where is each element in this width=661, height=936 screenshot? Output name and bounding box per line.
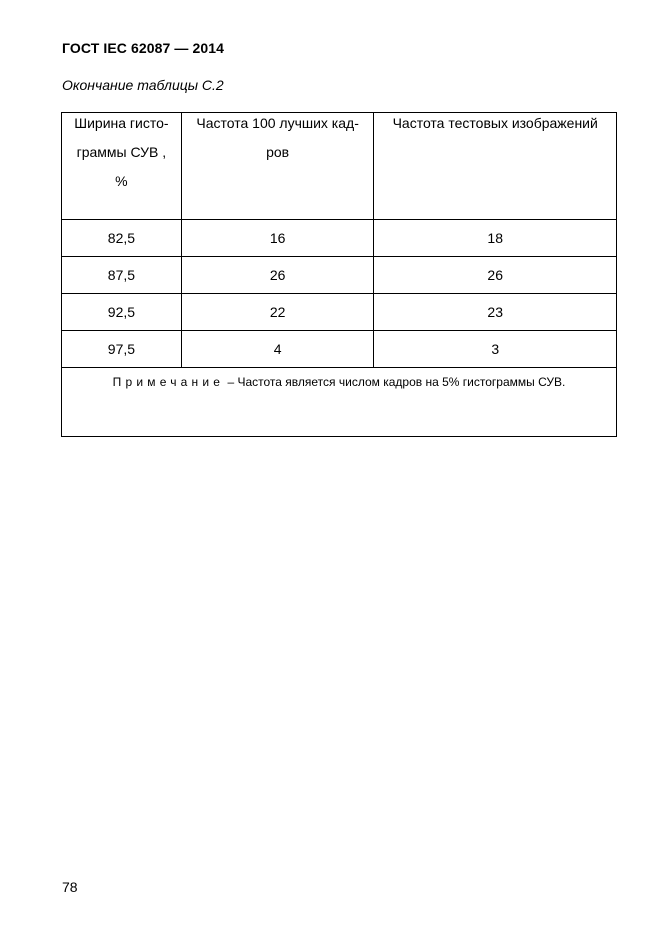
table-row [62,294,617,331]
header-line: % [115,173,128,189]
page-number: 78 [62,879,78,895]
cell-histogram-width: 97,5 [62,331,182,368]
table-note-row [62,368,617,437]
document-header: ГОСТ IEC 62087 — 2014 [62,40,225,56]
header-line: Частота тестовых изображений [392,115,598,131]
table-caption: Окончание таблицы С.2 [62,77,224,93]
cell-test-frequency: 3 [374,331,617,368]
cell-histogram-width: 82,5 [62,220,182,257]
header-line: Частота 100 лучших кад- [196,115,359,131]
table-row [62,220,617,257]
table-row [62,331,617,368]
header-line: граммы СУВ , [76,144,167,160]
table-note [62,368,617,437]
cell-test-frequency: 18 [374,220,617,257]
cell-histogram-width: 92,5 [62,294,182,331]
column-header-top100-frequency [181,113,374,220]
table-header-row [62,113,617,220]
column-header-test-frequency [374,113,617,220]
table-row [62,257,617,294]
data-table [61,112,617,437]
column-header-histogram-width [62,113,182,220]
cell-top100-frequency: 22 [181,294,374,331]
cell-histogram-width: 87,5 [62,257,182,294]
header-line: ров [266,144,290,160]
cell-top100-frequency: 26 [181,257,374,294]
cell-test-frequency: 26 [374,257,617,294]
note-label: Примечание [112,375,225,389]
cell-top100-frequency: 16 [181,220,374,257]
header-line: Ширина гисто- [74,115,169,131]
cell-test-frequency: 23 [374,294,617,331]
note-text: – Частота является числом кадров на 5% гистограммы СУВ. [227,375,566,389]
cell-top100-frequency: 4 [181,331,374,368]
